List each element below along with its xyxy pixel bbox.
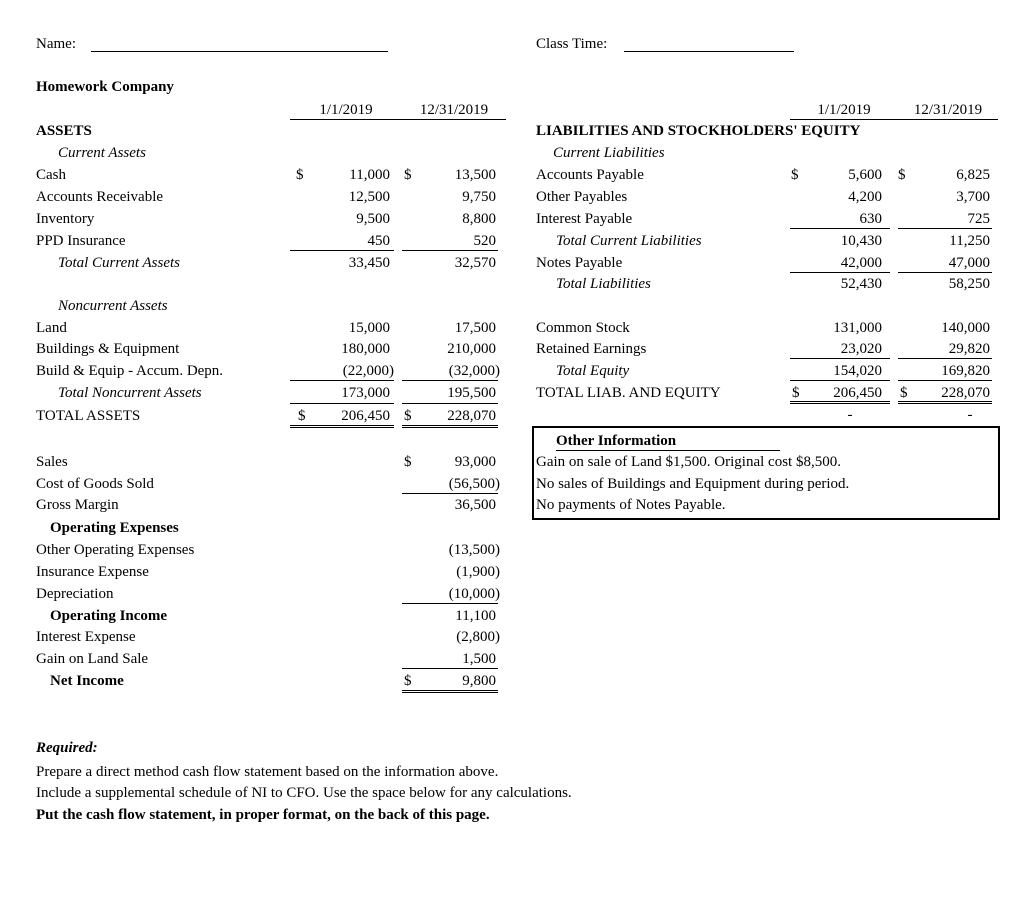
other-info-line: No sales of Buildings and Equipment during period. xyxy=(536,476,850,492)
dollar-sign: $ xyxy=(404,673,412,689)
required-line-3: Put the cash flow statement, in proper format, on the back of this page. xyxy=(36,807,490,823)
notes-payable-label: Notes Payable xyxy=(536,255,623,271)
insurance-label: Insurance Expense xyxy=(36,564,149,580)
total-equity-v1: 154,020 xyxy=(833,363,882,379)
asset-row-label: Accounts Receivable xyxy=(36,189,164,205)
total-current-assets-label: Total Current Assets xyxy=(58,255,180,271)
common-stock-v2: 140,000 xyxy=(941,320,990,336)
common-stock-label: Common Stock xyxy=(536,320,630,336)
liab-row-v1: 4,200 xyxy=(848,189,882,205)
other-info-line: No payments of Notes Payable. xyxy=(536,497,726,513)
class-time-label: Class Time: xyxy=(536,36,608,52)
required-line-2: Include a supplemental schedule of NI to CFO. Use the space below for any calculations. xyxy=(36,785,572,801)
dollar-sign: $ xyxy=(898,167,906,183)
noncurrent-row-label: Buildings & Equipment xyxy=(36,341,180,357)
other-opex-value: (13,500) xyxy=(448,542,500,558)
total-le-v1: 206,450 xyxy=(833,385,882,401)
asset-date-2: 12/31/2019 xyxy=(419,102,489,118)
total-equity-v2: 169,820 xyxy=(941,363,990,379)
depreciation-label: Depreciation xyxy=(36,586,114,602)
asset-row-v2: 13,500 xyxy=(454,167,496,183)
dollar-sign: $ xyxy=(404,167,412,183)
total-assets-label: TOTAL ASSETS xyxy=(36,408,141,424)
liabilities-title: LIABILITIES AND STOCKHOLDERS' EQUITY xyxy=(536,123,861,139)
liab-row-label: Interest Payable xyxy=(536,211,633,227)
dollar-sign: $ xyxy=(404,408,412,424)
liab-row-label: Other Payables xyxy=(536,189,628,205)
total-liabilities-label: Total Liabilities xyxy=(556,276,651,292)
total-current-assets-v2: 32,570 xyxy=(454,255,496,271)
liab-row-v2: 3,700 xyxy=(956,189,990,205)
total-assets-v1: 206,450 xyxy=(341,408,390,424)
check-dash-1: - xyxy=(847,407,853,423)
liab-row-v2: 725 xyxy=(967,211,990,227)
noncurrent-row-label: Build & Equip - Accum. Depn. xyxy=(36,363,224,379)
total-noncurrent-label: Total Noncurrent Assets xyxy=(58,385,202,401)
gain-label: Gain on Land Sale xyxy=(36,651,149,667)
notes-payable-v2: 47,000 xyxy=(948,255,990,271)
gain-value: 1,500 xyxy=(462,651,496,667)
insurance-value: (1,900) xyxy=(456,564,500,580)
total-current-liab-v2: 11,250 xyxy=(949,233,990,249)
liab-date-2: 12/31/2019 xyxy=(913,102,983,118)
operating-income-label: Operating Income xyxy=(50,608,168,624)
opex-title: Operating Expenses xyxy=(50,520,179,536)
total-current-liab-label: Total Current Liabilities xyxy=(556,233,702,249)
asset-row-v2: 8,800 xyxy=(462,211,496,227)
other-opex-label: Other Operating Expenses xyxy=(36,542,195,558)
liab-date-1: 1/1/2019 xyxy=(817,102,871,118)
noncurrent-row-label: Land xyxy=(36,320,67,336)
net-income-label: Net Income xyxy=(50,673,124,689)
liab-row-v1: 630 xyxy=(859,211,882,227)
retained-earnings-v1: 23,020 xyxy=(840,341,882,357)
retained-earnings-label: Retained Earnings xyxy=(536,341,647,357)
total-le-v2: 228,070 xyxy=(941,385,990,401)
asset-row-v1: 9,500 xyxy=(356,211,390,227)
depreciation-value: (10,000) xyxy=(448,586,500,602)
noncurrent-row-v2: 210,000 xyxy=(447,341,496,357)
noncurrent-row-v2: (32,000) xyxy=(448,363,500,379)
class-time-blank[interactable] xyxy=(624,51,794,52)
retained-earnings-v2: 29,820 xyxy=(948,341,990,357)
dollar-sign: $ xyxy=(791,167,799,183)
noncurrent-row-v2: 17,500 xyxy=(454,320,496,336)
total-noncurrent-v2: 195,500 xyxy=(447,385,496,401)
asset-row-v1: 11,000 xyxy=(349,167,390,183)
check-dash-2: - xyxy=(967,407,973,423)
name-blank[interactable] xyxy=(91,51,388,52)
operating-income-value: 11,100 xyxy=(455,608,496,624)
dollar-sign: $ xyxy=(792,385,800,401)
noncurrent-row-v1: 15,000 xyxy=(348,320,390,336)
total-liabilities-v1: 52,430 xyxy=(840,276,882,292)
noncurrent-assets-title: Noncurrent Assets xyxy=(58,298,168,314)
liab-row-v1: 5,600 xyxy=(848,167,882,183)
dollar-sign: $ xyxy=(298,408,306,424)
interest-value: (2,800) xyxy=(456,629,500,645)
liab-row-v2: 6,825 xyxy=(956,167,990,183)
common-stock-v1: 131,000 xyxy=(833,320,882,336)
sales-value: 93,000 xyxy=(454,454,496,470)
notes-payable-v1: 42,000 xyxy=(840,255,882,271)
asset-row-label: PPD Insurance xyxy=(36,233,126,249)
other-info-line: Gain on sale of Land $1,500. Original cost $8,500. xyxy=(536,454,841,470)
required-line-1: Prepare a direct method cash flow statement based on the information above. xyxy=(36,764,499,780)
asset-row-v1: 450 xyxy=(367,233,390,249)
interest-label: Interest Expense xyxy=(36,629,136,645)
dollar-sign: $ xyxy=(296,167,304,183)
asset-row-label: Inventory xyxy=(36,211,95,227)
other-info-title: Other Information xyxy=(556,433,677,449)
cogs-label: Cost of Goods Sold xyxy=(36,476,154,492)
total-noncurrent-v1: 173,000 xyxy=(341,385,390,401)
name-label: Name: xyxy=(36,36,76,52)
dollar-sign: $ xyxy=(404,454,412,470)
dollar-sign: $ xyxy=(900,385,908,401)
asset-row-v1: 12,500 xyxy=(348,189,390,205)
current-liabilities-title: Current Liabilities xyxy=(553,145,665,161)
net-income-value: 9,800 xyxy=(462,673,496,689)
gross-margin-label: Gross Margin xyxy=(36,497,119,513)
asset-row-v2: 9,750 xyxy=(462,189,496,205)
asset-date-1: 1/1/2019 xyxy=(319,102,373,118)
total-liabilities-v2: 58,250 xyxy=(948,276,990,292)
total-le-label: TOTAL LIAB. AND EQUITY xyxy=(536,385,721,401)
noncurrent-row-v1: 180,000 xyxy=(341,341,390,357)
total-equity-label: Total Equity xyxy=(556,363,630,379)
total-current-assets-v1: 33,450 xyxy=(348,255,390,271)
gross-margin-value: 36,500 xyxy=(454,497,496,513)
sales-label: Sales xyxy=(36,454,68,470)
assets-title: ASSETS xyxy=(36,123,92,139)
required-title: Required: xyxy=(36,740,98,756)
company-title: Homework Company xyxy=(36,79,174,95)
asset-row-v2: 520 xyxy=(473,233,496,249)
asset-row-label: Cash xyxy=(36,167,66,183)
liab-row-label: Accounts Payable xyxy=(536,167,644,183)
total-current-liab-v1: 10,430 xyxy=(840,233,882,249)
cogs-value: (56,500) xyxy=(448,476,500,492)
total-assets-v2: 228,070 xyxy=(447,408,496,424)
current-assets-title: Current Assets xyxy=(58,145,146,161)
noncurrent-row-v1: (22,000) xyxy=(342,363,394,379)
